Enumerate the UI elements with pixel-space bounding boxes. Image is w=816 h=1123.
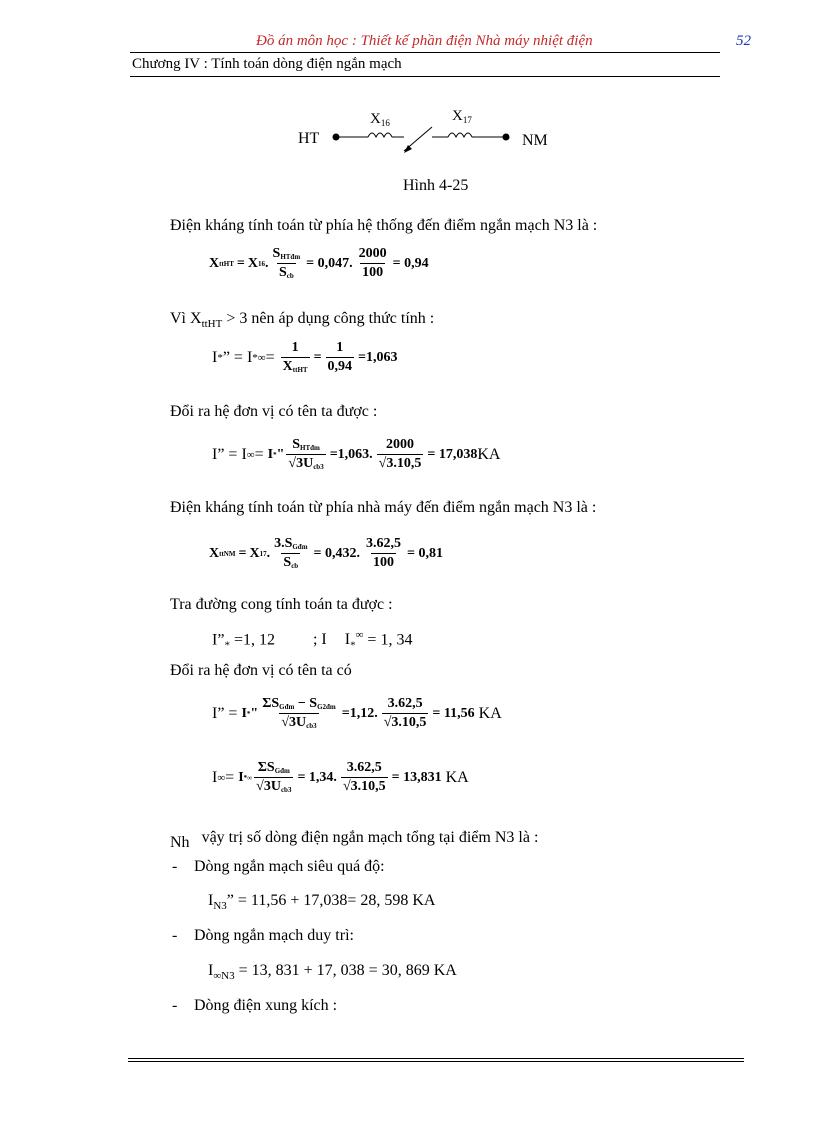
footer-rule-2 bbox=[128, 1061, 744, 1062]
header-rule-top bbox=[130, 52, 720, 53]
header-title: Đồ án môn học : Thiết kế phần điện Nhà máy nhiệt điện bbox=[256, 33, 593, 49]
page-number: 52 bbox=[736, 33, 751, 49]
equation-i-star: I * ” = I * ∞ = $\frac{1}{X_{ttHT}}$ = $\frac{1}{0,94}$ =1,063 bbox=[212, 340, 398, 374]
paragraph-convert-2: Đổi ra hệ đơn vị có tên ta có bbox=[170, 662, 352, 679]
paragraph-total: Nh vậy trị số dòng điện ngắn mạch tổng tại điểm N3 là : bbox=[170, 829, 539, 851]
x16-label: $X_{16}$ bbox=[370, 111, 390, 128]
equation-xttnm: X ttNM = X 17 . $\frac{3.S_{Gđm}}{S_{cb}}$ = 0,432. $\frac{3.62,5}{100}$ = 0,81 bbox=[209, 536, 443, 570]
paragraph-condition: Vì $X_{ttHT} > 3$ nên áp dụng công thức tính : bbox=[170, 310, 435, 331]
bullet-impulse: Dòng điện xung kích : bbox=[194, 997, 338, 1014]
bullet-subtransient: Dòng ngắn mạch siêu quá độ: bbox=[194, 858, 385, 875]
curve-values: $I”_* =1$, 12 ; I $I_*^\infty = 1$, 34 bbox=[212, 629, 413, 652]
nm-label: NM bbox=[522, 132, 548, 149]
bullet-dash: - bbox=[172, 927, 178, 944]
bullet-dash: - bbox=[172, 858, 178, 875]
footer-rule-1 bbox=[128, 1058, 744, 1059]
paragraph-reactance-ht: Điện kháng tính toán từ phía hệ thống đến điểm ngắn mạch N3 là : bbox=[170, 217, 598, 234]
equation-i-nm: I” = I * " $\frac{\Sigma S_{Gđm} - S_{G2đm}}{√3U_{cb3}}$ =1,12. $\frac{3.62,5}{√3.10,5}$ = 11,56 KA bbox=[212, 696, 502, 730]
chapter-title: Chương IV : Tính toán dòng điện ngắn mạch bbox=[132, 56, 402, 72]
nm-node bbox=[503, 134, 510, 141]
equation-i-inf: I ∞ = I *∞ $\frac{\Sigma S_{Gđm}}{√3U_{cb3}}$ = 1,34. $\frac{3.62,5}{√3.10,5}$ = 13,831 KA bbox=[212, 760, 469, 794]
figure-caption: Hình 4-25 bbox=[403, 177, 469, 194]
x17-label: $X_{17}$ bbox=[452, 108, 472, 125]
x17-inductor-icon bbox=[448, 133, 472, 137]
result-steady: $I_{\infty N3} = 13$, 831 + 17, 038 = 30, 869 KA bbox=[208, 962, 457, 983]
x16-inductor-icon bbox=[368, 133, 392, 137]
equation-xttht: X ttHT = X 16 . $\frac{S_{HTđm}}{S_{cb}}$ = 0,047. $\frac{2000}{100}$ = 0,94 bbox=[209, 246, 429, 280]
bullet-dash: - bbox=[172, 997, 178, 1014]
paragraph-curve: Tra đường cong tính toán ta được : bbox=[170, 596, 393, 613]
bullet-steady: Dòng ngắn mạch duy trì: bbox=[194, 927, 354, 944]
circuit-diagram bbox=[290, 105, 560, 165]
header-rule-bottom bbox=[130, 76, 720, 77]
result-subtransient: $I_{N3}$” = 11,56 + 17,038= 28, 598 KA bbox=[208, 892, 436, 913]
paragraph-convert-1: Đổi ra hệ đơn vị có tên ta được : bbox=[170, 403, 378, 420]
ht-label: HT bbox=[298, 130, 320, 147]
equation-i-ht: I” = I ∞ = I * " $\frac{S_{HTđm}}{√3U_{cb3}}$ =1,063. $\frac{2000}{√3.10,5}$ = 17,038 KA bbox=[212, 437, 501, 471]
paragraph-reactance-nm: Điện kháng tính toán từ phía nhà máy đến điểm ngắn mạch N3 là : bbox=[170, 499, 597, 516]
